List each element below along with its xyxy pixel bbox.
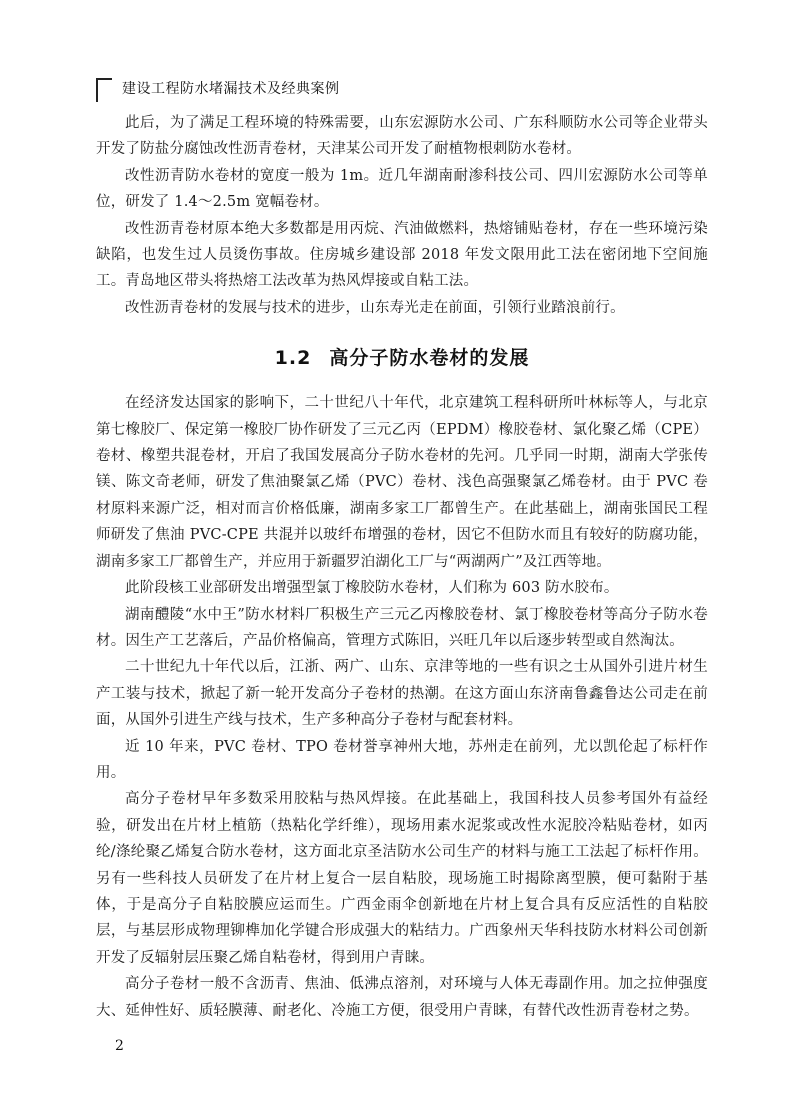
page-number: 2 (115, 1038, 124, 1054)
paragraph: 湖南醴陵“水中王”防水材料厂积极生产三元乙丙橡胶卷材、氯丁橡胶卷材等高分子防水卷材。因生产工艺落后，产品价格偏高，管理方式陈旧，兴旺几年以后逐步转型或自然淘汰。 (96, 606, 708, 649)
paragraph: 在经济发达国家的影响下，二十世纪八十年代，北京建筑工程科研所叶林标等人，与北京第七橡胶厂、保定第一橡胶厂协作研发了三元乙丙（EPDM）橡胶卷材、氯化聚乙烯（CPE）卷材、橡塑共混卷材，开启了我国发展高分子防水卷材的先河。几乎同一时期，湖南大学张传镁、陈文奇老师，研发了焦油聚氯乙烯（PVC）卷材、浅色高强聚氯乙烯卷材。由于 PVC 卷材原料来源广泛，相对而言价格低廉，湖南多家工厂都曾生产。在此基础上，湖南张国民工程师研发了焦油 PVC-CPE 共混并以玻纤布增强的卷材，因它不但防水而且有较好的防腐功能，湖南多家工厂都曾生产，并应用于新疆罗泊湖化工厂与“两湖两广”及江西等地。 (96, 395, 708, 570)
section-title-text: 高分子防水卷材的发展 (329, 347, 530, 370)
paragraph: 近 10 年来，PVC 卷材、TPO 卷材誉享神州大地，苏州走在前列，尤以凯伦起了标杆作用。 (96, 738, 708, 781)
header-book-title: 建设工程防水堵漏技术及经典案例 (122, 81, 340, 97)
paragraph: 此后，为了满足工程环境的特殊需要，山东宏源防水公司、广东科顺防水公司等企业带头开发了防盐分腐蚀改性沥青卷材，天津某公司开发了耐植物根刺防水卷材。 (96, 115, 708, 158)
header-corner-mark (96, 78, 112, 102)
paragraph: 二十世纪九十年代以后，江浙、两广、山东、京津等地的一些有识之士从国外引进片材生产工装与技术，掀起了新一轮开发高分子卷材的热潮。在这方面山东济南鲁鑫鲁达公司走在前面，从国外引进生产线与技术，生产多种高分子卷材与配套材料。 (96, 659, 708, 729)
paragraph: 高分子卷材一般不含沥青、焦油、低沸点溶剂，对环境与人体无毒副作用。加之拉伸强度大、延伸性好、质轻膜薄、耐老化、冷施工方便，很受用户青睐，有替代改性沥青卷材之势。 (96, 976, 708, 1019)
running-header (96, 76, 716, 106)
paragraph: 改性沥青卷材的发展与技术的进步，山东寿光走在前面，引领行业踏浪前行。 (125, 299, 625, 316)
section-number: 1.2 (274, 347, 312, 370)
section-heading (96, 343, 708, 370)
paragraph: 改性沥青卷材原本绝大多数都是用丙烷、汽油做燃料，热熔铺贴卷材，存在一些环境污染缺陷，也发生过人员烫伤事故。住房城乡建设部 2018 年发文限用此工法在密闭地下空间施工。青岛地区带头将热熔工法改革为热风焊接或自粘工法。 (96, 220, 708, 290)
paragraph: 改性沥青防水卷材的宽度一般为 1m。近几年湖南耐渗科技公司、四川宏源防水公司等单位，研发了 1.4～2.5m 宽幅卷材。 (96, 167, 708, 211)
paragraph: 此阶段核工业部研发出增强型氯丁橡胶防水卷材，人们称为 603 防水胶布。 (125, 580, 619, 597)
page-body (96, 110, 708, 1024)
paragraph: 高分子卷材早年多数采用胶粘与热风焊接。在此基础上，我国科技人员参考国外有益经验，研发出在片材上植筋（热粘化学纤维），现场用素水泥浆或改性水泥胶冷粘贴卷材，如丙纶/涤纶聚乙烯复合防水卷材，这方面北京圣洁防水公司生产的材料与施工工法起了标杆作用。另有一些科技人员研发了在片材上复合一层自粘胶，现场施工时揭除离型膜，便可黏附于基体，于是高分子自粘胶膜应运而生。广西金雨伞创新地在片材上复合具有反应活性的自粘胶层，与基层形成物理铆榫加化学键合形成强大的粘结力。广西象州天华科技防水材料公司创新开发了反辐射层压聚乙烯自粘卷材，得到用户青睐。 (96, 791, 708, 966)
